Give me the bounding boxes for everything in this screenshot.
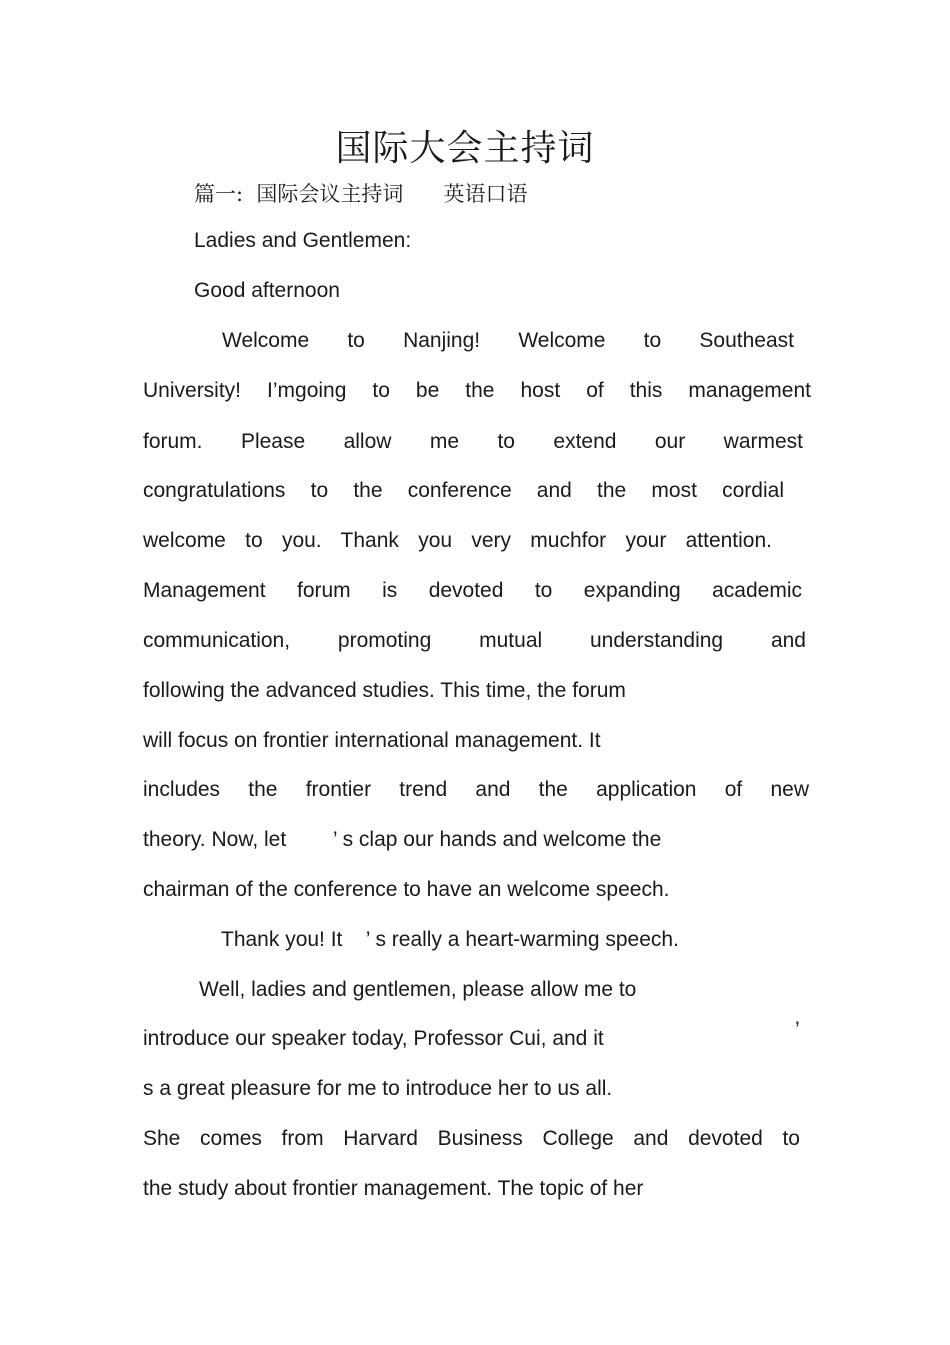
document-title: 国际大会主持词: [335, 128, 595, 169]
paragraph-line: congratulations to the conference and the most cordial: [143, 479, 784, 502]
document-subtitle: 篇一: 国际会议主持词 英语口语: [194, 182, 528, 206]
apostrophe-mark: ’: [795, 1018, 800, 1041]
paragraph-line: includes the frontier trend and the application of new: [143, 778, 809, 801]
paragraph-line: chairman of the conference to have an welcome speech.: [143, 878, 670, 901]
paragraph-line: Welcome to Nanjing! Welcome to Southeast: [222, 329, 794, 352]
paragraph-line: the study about frontier management. The topic of her: [143, 1177, 644, 1200]
paragraph-line: communication, promoting mutual understanding and: [143, 629, 806, 652]
paragraph-line: Well, ladies and gentlemen, please allow me to: [199, 978, 637, 1001]
paragraph-line: University! I’mgoing to be the host of this management: [143, 379, 811, 402]
paragraph-line: s a great pleasure for me to introduce her to us all.: [143, 1077, 613, 1100]
paragraph-line: following the advanced studies. This time, the forum: [143, 679, 626, 702]
paragraph-line: Thank you! It ’ s really a heart-warming speech.: [221, 928, 679, 951]
paragraph-line: forum. Please allow me to extend our warmest: [143, 430, 803, 453]
paragraph-line: Management forum is devoted to expanding academic: [143, 579, 802, 602]
paragraph-line: introduce our speaker today, Professor Cui, and it: [143, 1027, 604, 1050]
paragraph-line: welcome to you. Thank you very muchfor your attention.: [143, 529, 772, 552]
salutation: Ladies and Gentlemen:: [194, 229, 412, 252]
paragraph-line: theory. Now, let ’ s clap our hands and welcome the: [143, 828, 662, 851]
paragraph-line: She comes from Harvard Business College and devoted to: [143, 1127, 800, 1150]
greeting: Good afternoon: [194, 279, 340, 302]
paragraph-line: will focus on frontier international management. It: [143, 729, 601, 752]
